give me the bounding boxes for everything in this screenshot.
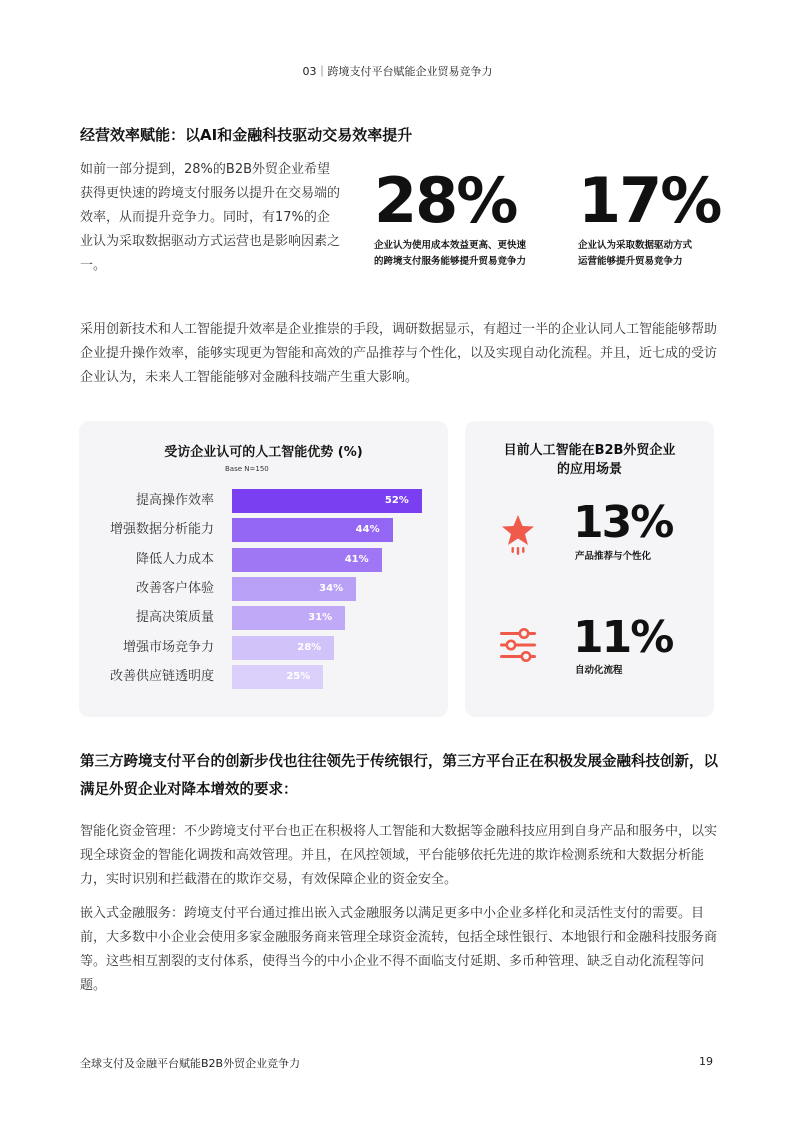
footer-title: 全球支付及金融平台赋能B2B外贸企业竞争力 [80,1057,301,1070]
section-heading: 经营效率赋能：以AI和金融科技驱动交易效率提升 [80,126,413,144]
bar-label: 改善供应链透明度 [109,668,214,684]
bar: 28% [232,636,334,660]
stat-caption-line: 企业认为使用成本效益更高、更快速 [374,240,527,251]
bar-label: 提高决策质量 [135,610,214,626]
section-heading-2: 第三方跨境支付平台的创新步伐也往往领先于传统银行，第三方平台正在积极发展金融科技创新，以满足外贸企业对降本增效的要求： [80,754,718,798]
bar-label: 改善客户体验 [135,580,214,596]
stat-caption [374,238,526,270]
app-card-title-line: 的应用场景 [556,462,622,477]
bar-label: 增强市场竞争力 [122,639,214,655]
body-paragraph-embedded-finance: 嵌入式金融服务：跨境支付平台通过推出嵌入式金融服务以满足更多中小企业多样化和灵活性支付的需要。目前，大多数中小企业会使用多家金融服务商来管理全球资金流转，包括全球性银行、本地银行和金融科技服务商等。这些相互割裂的支付体系，使得当今的中小企业不得不面临支付延期、多币种管理、缺乏自动化流程等问题。 [80,906,718,993]
bar: 34% [232,577,356,601]
app-card-title [465,441,714,479]
ai-advantages-chart-card [79,421,448,717]
stat-caption-line: 运营能够提升贸易竞争力 [578,256,683,267]
bar-label: 提高操作效率 [135,493,214,508]
bar-label: 降低人力成本 [135,551,214,567]
bar: 31% [232,606,345,630]
body-paragraph-smart-fund: 智能化资金管理：不少跨境支付平台也正在积极将人工智能和大数据等金融科技应用到自身产品和服务中，以实现全球资金的智能化调拨和高效管理。并且，在风控领域，平台能够依托先进的欺诈检测系统和大数据分析能力，实时识别和拦截潜在的欺诈交易，有效保障企业的资金安全。 [80,824,718,887]
stat-caption-line: 的跨境支付服务能够提升贸易竞争力 [374,256,527,267]
intro-paragraph: 如前一部分提到，28%的B2B外贸企业希望获得更快速的跨境支付服务以提升在交易端的效率，从而提升竞争力。同时，有17%的企业认为采取数据驱动方式运营也是影响因素之一。 [80,162,341,273]
bar: 41% [232,548,382,572]
chart-base-note: Base N=150 [225,465,269,473]
stat-value: 28% [374,164,517,237]
app-caption: 自动化流程 [575,665,623,676]
bar: 52% [232,489,422,513]
page-number: 19 [699,1055,713,1068]
app-value-11: 11% [573,612,673,663]
bar: 44% [232,518,393,542]
app-caption: 产品推荐与个性化 [575,551,652,562]
running-header: 03｜跨境支付平台赋能企业贸易竞争力 [302,65,493,78]
body-paragraph: 采用创新技术和人工智能提升效率是企业推崇的手段，调研数据显示，有超过一半的企业认同人工智能能够帮助企业提升操作效率，能够实现更为智能和高效的产品推荐与个性化，以及实现自动化流程。并且，近七成的受访企业认为，未来人工智能能够对金融科技端产生重大影响。 [80,322,718,385]
stat-caption-line: 企业认为采取数据驱动方式 [578,240,693,251]
bar-label: 增强数据分析能力 [109,522,214,538]
star-icon [500,513,536,557]
stat-28 [374,164,527,270]
stat-caption [578,238,720,270]
app-card-title-line: 目前人工智能在B2B外贸企业 [503,443,676,458]
app-value-13: 13% [573,497,673,548]
sliders-icon [499,627,537,663]
stat-value: 17% [578,164,721,237]
bar: 25% [232,665,323,689]
ai-application-card [465,421,714,717]
stat-17 [578,164,721,270]
chart-title: 受访企业认可的人工智能优势 (%) [164,445,363,460]
